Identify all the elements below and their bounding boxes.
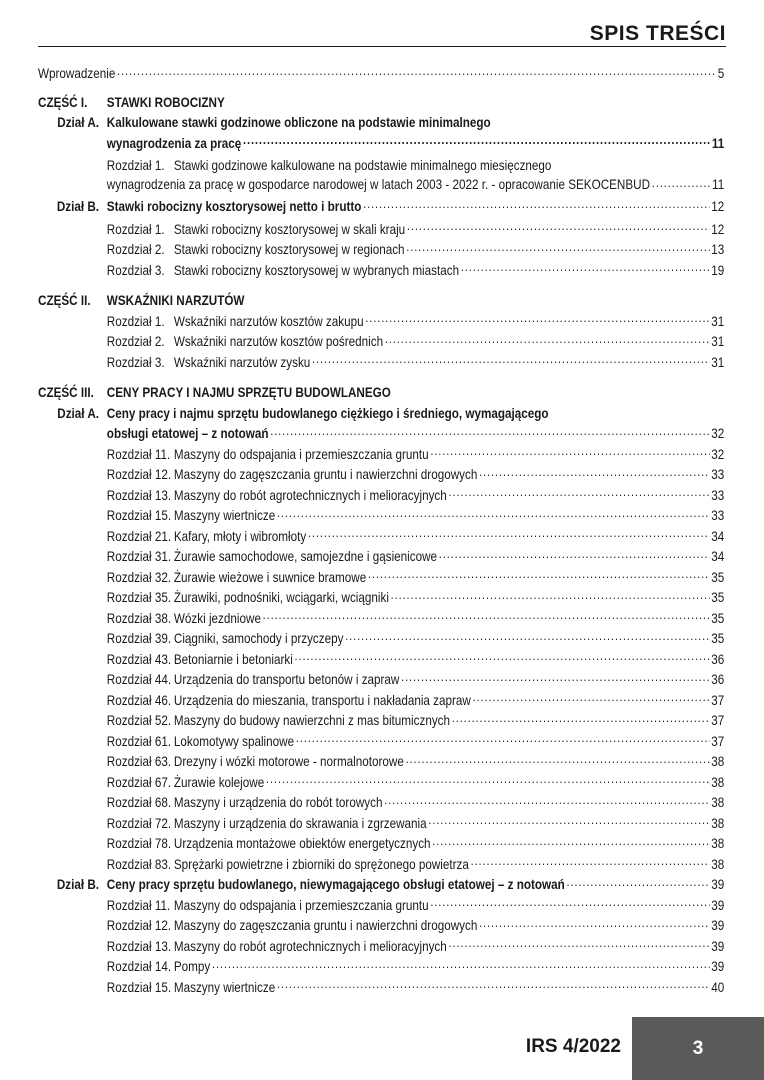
toc-page-number: 11 [711, 135, 725, 151]
chapter-title-line: wynagrodzenia za pracę w gospodarce narodowej w latach 2003 - 2022 r. - opracowanie SEKOCENBUD [106, 177, 651, 192]
chapter-title: Urządzenia do transportu betonów i zapraw [173, 672, 400, 687]
dot-leader [452, 711, 710, 725]
toc-chapter-entry[interactable] [38, 650, 724, 671]
division-heading[interactable] [38, 404, 724, 445]
toc-page-number: 12 [711, 221, 725, 237]
chapter-number: Rozdział 44. [106, 672, 172, 687]
chapter-number: Rozdział 32. [106, 569, 172, 585]
division-title-line: wynagrodzenia za pracę [106, 135, 242, 151]
dot-leader [401, 670, 709, 684]
chapter-title: Maszyny wiertnicze [173, 979, 276, 995]
part-heading [38, 383, 724, 404]
part-title: CENY PRACY I NAJMU SPRZĘTU BUDOWLANEGO [106, 385, 391, 400]
toc-page-number: 31 [711, 354, 725, 370]
toc-page-number: 32 [711, 426, 725, 441]
division-heading[interactable] [38, 113, 724, 154]
dot-leader [212, 957, 710, 971]
chapter-title: Maszyny do robót agrotechnicznych i melioracyjnych [173, 938, 447, 954]
chapter-number: Rozdział 39. [106, 631, 172, 646]
toc-page-number: 39 [711, 959, 725, 974]
dot-leader [407, 220, 710, 234]
toc-page-number: 39 [711, 938, 725, 954]
toc-chapter-entry[interactable] [38, 752, 724, 773]
division-heading[interactable] [38, 197, 724, 218]
dot-leader [384, 793, 709, 807]
toc-page-number: 40 [711, 979, 725, 995]
chapter-number: Rozdział 11. [106, 446, 171, 462]
dot-leader [368, 568, 710, 582]
chapter-number: Rozdział 3. [106, 354, 165, 370]
dot-leader [479, 465, 709, 479]
chapter-list [38, 896, 724, 999]
toc-page-number: 38 [711, 815, 725, 831]
chapter-title: Maszyny do zagęszczania gruntu i nawierzchni drogowych [173, 467, 478, 482]
toc-entry-label: Wprowadzenie [38, 66, 116, 81]
chapter-title: Kafary, młoty i wibromłoty [173, 528, 307, 544]
chapter-number: Rozdział 78. [106, 836, 172, 851]
toc-page-number: 36 [711, 672, 725, 687]
chapter-list [38, 312, 724, 374]
toc-page-number: 13 [711, 242, 725, 257]
toc-chapter-entry[interactable] [38, 465, 724, 486]
dot-leader [263, 609, 710, 623]
dot-leader [365, 312, 709, 326]
toc-page-number: 34 [711, 528, 725, 544]
toc-chapter-entry[interactable] [38, 670, 724, 691]
chapter-number: Rozdział 2. [106, 334, 165, 349]
toc-chapter-entry[interactable] [38, 711, 724, 732]
dot-leader [473, 691, 710, 705]
toc-chapter-entry[interactable] [38, 814, 724, 835]
dot-leader [363, 197, 709, 211]
toc-page-number: 31 [711, 313, 725, 329]
dot-leader [345, 629, 709, 643]
chapter-number: Rozdział 31. [106, 549, 172, 564]
dot-leader [406, 752, 710, 766]
part-heading [38, 291, 724, 312]
chapter-number: Rozdział 68. [106, 795, 172, 810]
part-heading [38, 93, 724, 114]
chapter-title: Maszyny i urządzenia do robót torowych [173, 795, 383, 810]
toc-page-number: 39 [711, 897, 725, 913]
toc-chapter-entry[interactable] [38, 156, 724, 194]
chapter-number: Rozdział 43. [106, 651, 172, 667]
chapter-title: Żurawie kolejowe [173, 774, 265, 790]
dot-leader [406, 240, 709, 254]
division-title: Ceny pracy sprzętu budowlanego, niewymagającego obsługi etatowej – z notowań [106, 877, 565, 892]
dot-leader [471, 855, 710, 869]
chapter-number: Rozdział 13. [106, 938, 172, 954]
chapter-title: Betoniarnie i betoniarki [173, 651, 293, 667]
toc-chapter-entry[interactable] [38, 937, 724, 958]
chapter-title: Wskaźniki narzutów kosztów zakupu [173, 313, 364, 329]
chapter-number: Rozdział 52. [106, 713, 172, 728]
toc-chapter-entry[interactable] [38, 732, 724, 753]
header-divider [38, 46, 726, 47]
part-label: CZĘŚĆ III. [38, 385, 94, 400]
toc-page-number: 11 [712, 177, 725, 192]
dot-leader [449, 937, 710, 951]
part-title: WSKAŹNIKI NARZUTÓW [106, 293, 245, 308]
chapter-title: Maszyny do odspajania i przemieszczania gruntu [173, 446, 429, 462]
toc-page-number: 38 [711, 774, 725, 790]
toc-page-number: 33 [711, 467, 725, 482]
dot-leader [117, 64, 716, 78]
division-heading[interactable] [38, 875, 724, 896]
dot-leader [432, 834, 709, 848]
toc-chapter-entry[interactable] [38, 240, 724, 261]
toc-chapter-entry[interactable] [38, 609, 724, 630]
toc-page-number: 37 [711, 692, 725, 708]
toc-chapter-entry[interactable] [38, 773, 724, 794]
chapter-title: Żurawiki, podnośniki, wciągarki, wciągniki [173, 590, 389, 605]
chapter-title: Ciągniki, samochody i przyczepy [173, 631, 344, 646]
toc-chapter-entry[interactable] [38, 855, 724, 876]
toc-page-number: 35 [711, 569, 725, 585]
dot-leader [439, 547, 710, 561]
chapter-number: Rozdział 67. [106, 774, 172, 790]
chapter-title: Wskaźniki narzutów zysku [173, 354, 311, 370]
chapter-number: Rozdział 15. [106, 979, 172, 995]
toc-page-number: 39 [711, 877, 725, 892]
dot-leader [479, 916, 709, 930]
chapter-title: Maszyny i urządzenia do skrawania i zgrzewania [173, 815, 427, 831]
chapter-title: Maszyny do robót agrotechnicznych i melioracyjnych [173, 487, 447, 503]
chapter-number: Rozdział 46. [106, 692, 172, 708]
toc-chapter-entry[interactable] [38, 834, 724, 855]
toc-page-number: 38 [711, 856, 725, 872]
toc-chapter-entry[interactable] [38, 629, 724, 650]
chapter-number: Rozdział 13. [106, 487, 172, 503]
chapter-number: Rozdział 38. [106, 610, 172, 626]
chapter-number: Rozdział 14. [106, 959, 172, 974]
toc-chapter-entry[interactable] [38, 978, 724, 999]
toc-page-number: 12 [711, 199, 725, 214]
chapter-title-line: Stawki godzinowe kalkulowane na podstawie minimalnego miesięcznego [173, 158, 552, 173]
dot-leader [461, 261, 710, 275]
toc-page-number: 35 [711, 610, 725, 626]
chapter-list [38, 220, 724, 282]
chapter-title: Maszyny wiertnicze [173, 508, 276, 523]
chapter-title: Lokomotywy spalinowe [173, 733, 295, 749]
division-label: Dział A. [57, 115, 100, 130]
division-title-line: obsługi etatowej – z notowań [106, 426, 269, 441]
chapter-title: Żurawie wieżowe i suwnice bramowe [173, 569, 367, 585]
toc-chapter-entry[interactable] [38, 957, 724, 978]
toc-page-number: 33 [711, 487, 725, 503]
dot-leader [277, 506, 710, 520]
division-label: Dział B. [56, 199, 100, 214]
chapter-number: Rozdział 83. [106, 856, 172, 872]
toc-page-number: 38 [711, 795, 725, 810]
dot-leader [430, 896, 709, 910]
page-title: SPIS TREŚCI [589, 22, 726, 45]
toc-chapter-entry[interactable] [38, 312, 724, 333]
chapter-number: Rozdział 15. [106, 508, 172, 523]
chapter-title: Urządzenia montażowe obiektów energetycznych [173, 836, 431, 851]
division-title: Stawki robocizny kosztorysowej netto i brutto [106, 199, 362, 214]
toc-chapter-entry[interactable] [38, 332, 724, 353]
division-title-line: Ceny pracy i najmu sprzętu budowlanego ciężkiego i średniego, wymagającego [106, 405, 549, 421]
dot-leader [391, 588, 710, 602]
dot-leader [243, 134, 710, 148]
dot-leader [270, 424, 709, 438]
toc-chapter-entry[interactable] [38, 261, 724, 282]
part-title: STAWKI ROBOCIZNY [106, 94, 225, 110]
toc-chapter-entry[interactable] [38, 691, 724, 712]
dot-leader [266, 773, 710, 787]
toc-page-number: 38 [711, 836, 725, 851]
chapter-title: Maszyny do budowy nawierzchni z mas bitumicznych [173, 713, 451, 728]
chapter-title: Wskaźniki narzutów kosztów pośrednich [173, 334, 384, 349]
table-of-contents [38, 64, 724, 998]
toc-chapter-entry[interactable] [38, 220, 724, 241]
toc-chapter-entry[interactable] [38, 896, 724, 917]
toc-chapter-entry[interactable] [38, 506, 724, 527]
dot-leader [449, 486, 710, 500]
page-number-box [632, 1017, 764, 1080]
chapter-number: Rozdział 12. [106, 467, 172, 482]
chapter-title: Żurawie samochodowe, samojezdne i gąsienicowe [173, 549, 438, 564]
toc-entry-intro[interactable] [38, 64, 724, 85]
chapter-number: Rozdział 21. [106, 528, 172, 544]
chapter-number: Rozdział 63. [106, 754, 172, 769]
toc-page-number: 5 [717, 66, 725, 81]
toc-chapter-entry[interactable] [38, 486, 724, 507]
chapter-title: Sprężarki powietrzne i zbiorniki do sprężonego powietrza [173, 856, 469, 872]
toc-chapter-entry[interactable] [38, 527, 724, 548]
division-label: Dział B. [56, 877, 100, 892]
chapter-number: Rozdział 35. [106, 590, 172, 605]
chapter-title: Stawki robocizny kosztorysowej w skali kraju [173, 221, 406, 237]
chapter-title: Maszyny do odspajania i przemieszczania gruntu [173, 897, 429, 913]
toc-page-number: 39 [711, 918, 725, 933]
division-label: Dział A. [57, 405, 100, 421]
chapter-list [38, 445, 724, 876]
chapter-number: Rozdział 12. [106, 918, 172, 933]
part-label: CZĘŚĆ II. [38, 293, 91, 308]
toc-page-number: 32 [711, 446, 725, 462]
toc-page-number: 31 [711, 334, 725, 349]
publication-label: IRS 4/2022 [525, 1036, 621, 1057]
dot-leader [312, 353, 710, 367]
part-label: CZĘŚĆ I. [38, 94, 88, 110]
toc-page-number: 37 [711, 733, 725, 749]
toc-chapter-entry[interactable] [38, 793, 724, 814]
dot-leader [566, 875, 709, 889]
toc-page-number: 36 [711, 651, 725, 667]
toc-page-number: 37 [711, 713, 725, 728]
dot-leader [308, 527, 710, 541]
chapter-number: Rozdział 61. [106, 733, 172, 749]
chapter-title: Stawki robocizny kosztorysowej w regionach [173, 242, 405, 257]
dot-leader [385, 332, 710, 346]
toc-chapter-entry[interactable] [38, 588, 724, 609]
chapter-number: Rozdział 1. [106, 313, 165, 329]
toc-page-number: 38 [711, 754, 725, 769]
dot-leader [428, 814, 709, 828]
chapter-number: Rozdział 1. [106, 158, 165, 173]
chapter-title: Stawki robocizny kosztorysowej w wybranych miastach [173, 262, 460, 278]
dot-leader [652, 175, 711, 189]
toc-chapter-entry[interactable] [38, 445, 724, 466]
toc-chapter-entry[interactable] [38, 353, 724, 374]
dot-leader [277, 978, 710, 992]
page-number: 3 [692, 1038, 704, 1059]
toc-page-number: 34 [711, 549, 725, 564]
chapter-title: Drezyny i wózki motorowe - normalnotorowe [173, 754, 404, 769]
chapter-number: Rozdział 2. [106, 242, 165, 257]
toc-chapter-entry[interactable] [38, 568, 724, 589]
dot-leader [295, 650, 710, 664]
toc-chapter-entry[interactable] [38, 916, 724, 937]
chapter-number: Rozdział 1. [106, 221, 165, 237]
division-title-line: Kalkulowane stawki godzinowe obliczone na podstawie minimalnego [106, 115, 491, 130]
toc-page-number: 35 [711, 590, 725, 605]
chapter-title: Pompy [173, 959, 211, 974]
toc-chapter-entry[interactable] [38, 547, 724, 568]
toc-page-number: 19 [711, 262, 725, 278]
chapter-title: Wózki jezdniowe [173, 610, 261, 626]
toc-page-number: 35 [711, 631, 725, 646]
chapter-title: Maszyny do zagęszczania gruntu i nawierzchni drogowych [173, 918, 478, 933]
chapter-number: Rozdział 11. [106, 897, 171, 913]
chapter-number: Rozdział 72. [106, 815, 172, 831]
chapter-title: Urządzenia do mieszania, transportu i nakładania zapraw [173, 692, 471, 708]
toc-page-number: 33 [711, 508, 725, 523]
chapter-number: Rozdział 3. [106, 262, 165, 278]
dot-leader [430, 445, 709, 459]
dot-leader [296, 732, 710, 746]
